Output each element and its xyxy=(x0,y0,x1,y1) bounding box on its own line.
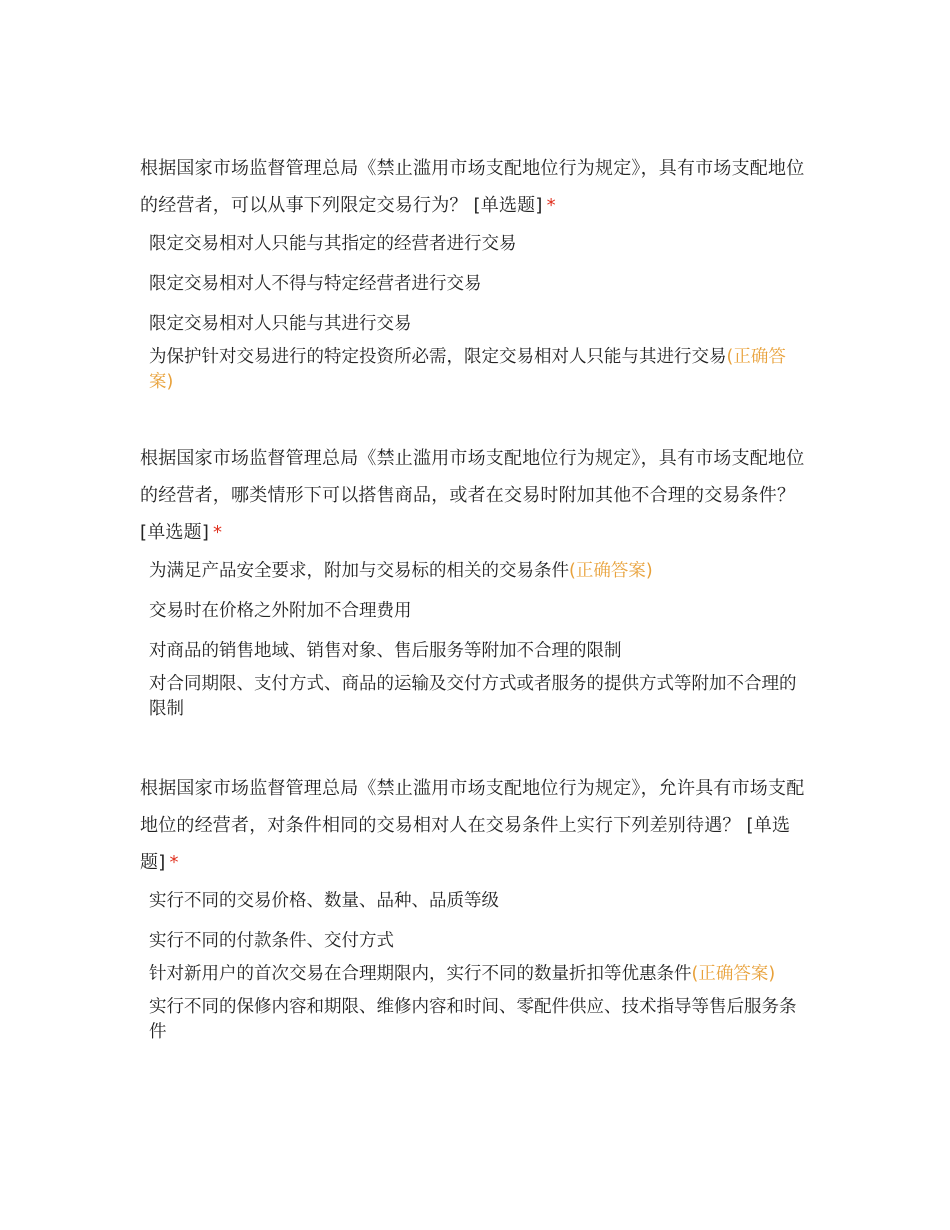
option-list xyxy=(140,559,820,722)
option-text: 实行不同的交易价格、数量、品种、品质等级 xyxy=(149,891,499,911)
option-item[interactable] xyxy=(140,672,809,722)
option-item[interactable] xyxy=(140,639,809,664)
option-item[interactable] xyxy=(140,929,809,954)
option-text: 为保护针对交易进行的特定投资所必需，限定交易相对人只能与其进行交易 xyxy=(149,347,727,367)
question-stem xyxy=(140,440,820,551)
option-item[interactable] xyxy=(140,312,809,337)
option-text: 为满足产品安全要求，附加与交易标的相关的交易条件 xyxy=(149,561,569,581)
option-text: 针对新用户的首次交易在合理期限内，实行不同的数量折扣等优惠条件 xyxy=(149,964,692,984)
question-text: 根据国家市场监督管理总局《禁止滥用市场支配地位行为规定》，具有市场支配地位的经营者，可以从事下列限定交易行为？ xyxy=(140,158,805,216)
option-text: 实行不同的保修内容和期限、维修内容和时间、零配件供应、技术指导等售后服务条件 xyxy=(149,997,797,1042)
required-mark: * xyxy=(546,195,556,216)
option-item[interactable] xyxy=(140,599,809,624)
question-text: 根据国家市场监督管理总局《禁止滥用市场支配地位行为规定》，具有市场支配地位的经营者，哪类情形下可以搭售商品，或者在交易时附加其他不合理的交易条件？ xyxy=(140,448,805,506)
correct-answer-label: (正确答案) xyxy=(691,964,776,984)
required-mark: * xyxy=(169,852,179,873)
question-stem xyxy=(140,770,820,881)
question-3 xyxy=(140,770,820,1060)
option-text: 限定交易相对人只能与其指定的经营者进行交易 xyxy=(149,234,517,254)
question-type-label: [单选题] xyxy=(473,195,543,216)
option-item[interactable] xyxy=(140,232,809,257)
option-item-correct[interactable] xyxy=(140,559,809,584)
question-type-label: [单选题] xyxy=(140,522,210,543)
question-type-label: [单选题] xyxy=(140,815,791,873)
correct-answer-label: (正确答案) xyxy=(149,347,786,392)
option-text: 对合同期限、支付方式、商品的运输及交付方式或者服务的提供方式等附加不合理的限制 xyxy=(149,674,797,719)
option-list xyxy=(140,889,820,1045)
correct-answer-label: (正确答案) xyxy=(569,561,653,581)
question-1 xyxy=(140,150,820,410)
option-text: 限定交易相对人不得与特定经营者进行交易 xyxy=(149,274,482,294)
option-item-correct[interactable] xyxy=(140,345,809,395)
option-item[interactable] xyxy=(140,995,809,1045)
option-item[interactable] xyxy=(140,889,809,914)
option-item[interactable] xyxy=(140,272,809,297)
option-text: 对商品的销售地域、销售对象、售后服务等附加不合理的限制 xyxy=(149,641,622,661)
question-2 xyxy=(140,440,820,737)
option-item-correct[interactable] xyxy=(140,962,809,987)
option-text: 实行不同的付款条件、交付方式 xyxy=(149,931,394,951)
option-text: 交易时在价格之外附加不合理费用 xyxy=(149,601,412,621)
question-stem xyxy=(140,150,820,224)
option-list xyxy=(140,232,820,395)
option-text: 限定交易相对人只能与其进行交易 xyxy=(149,314,412,334)
question-text: 根据国家市场监督管理总局《禁止滥用市场支配地位行为规定》，允许具有市场支配地位的经营者，对条件相同的交易相对人在交易条件上实行下列差别待遇？ xyxy=(140,778,805,836)
required-mark: * xyxy=(213,522,223,543)
